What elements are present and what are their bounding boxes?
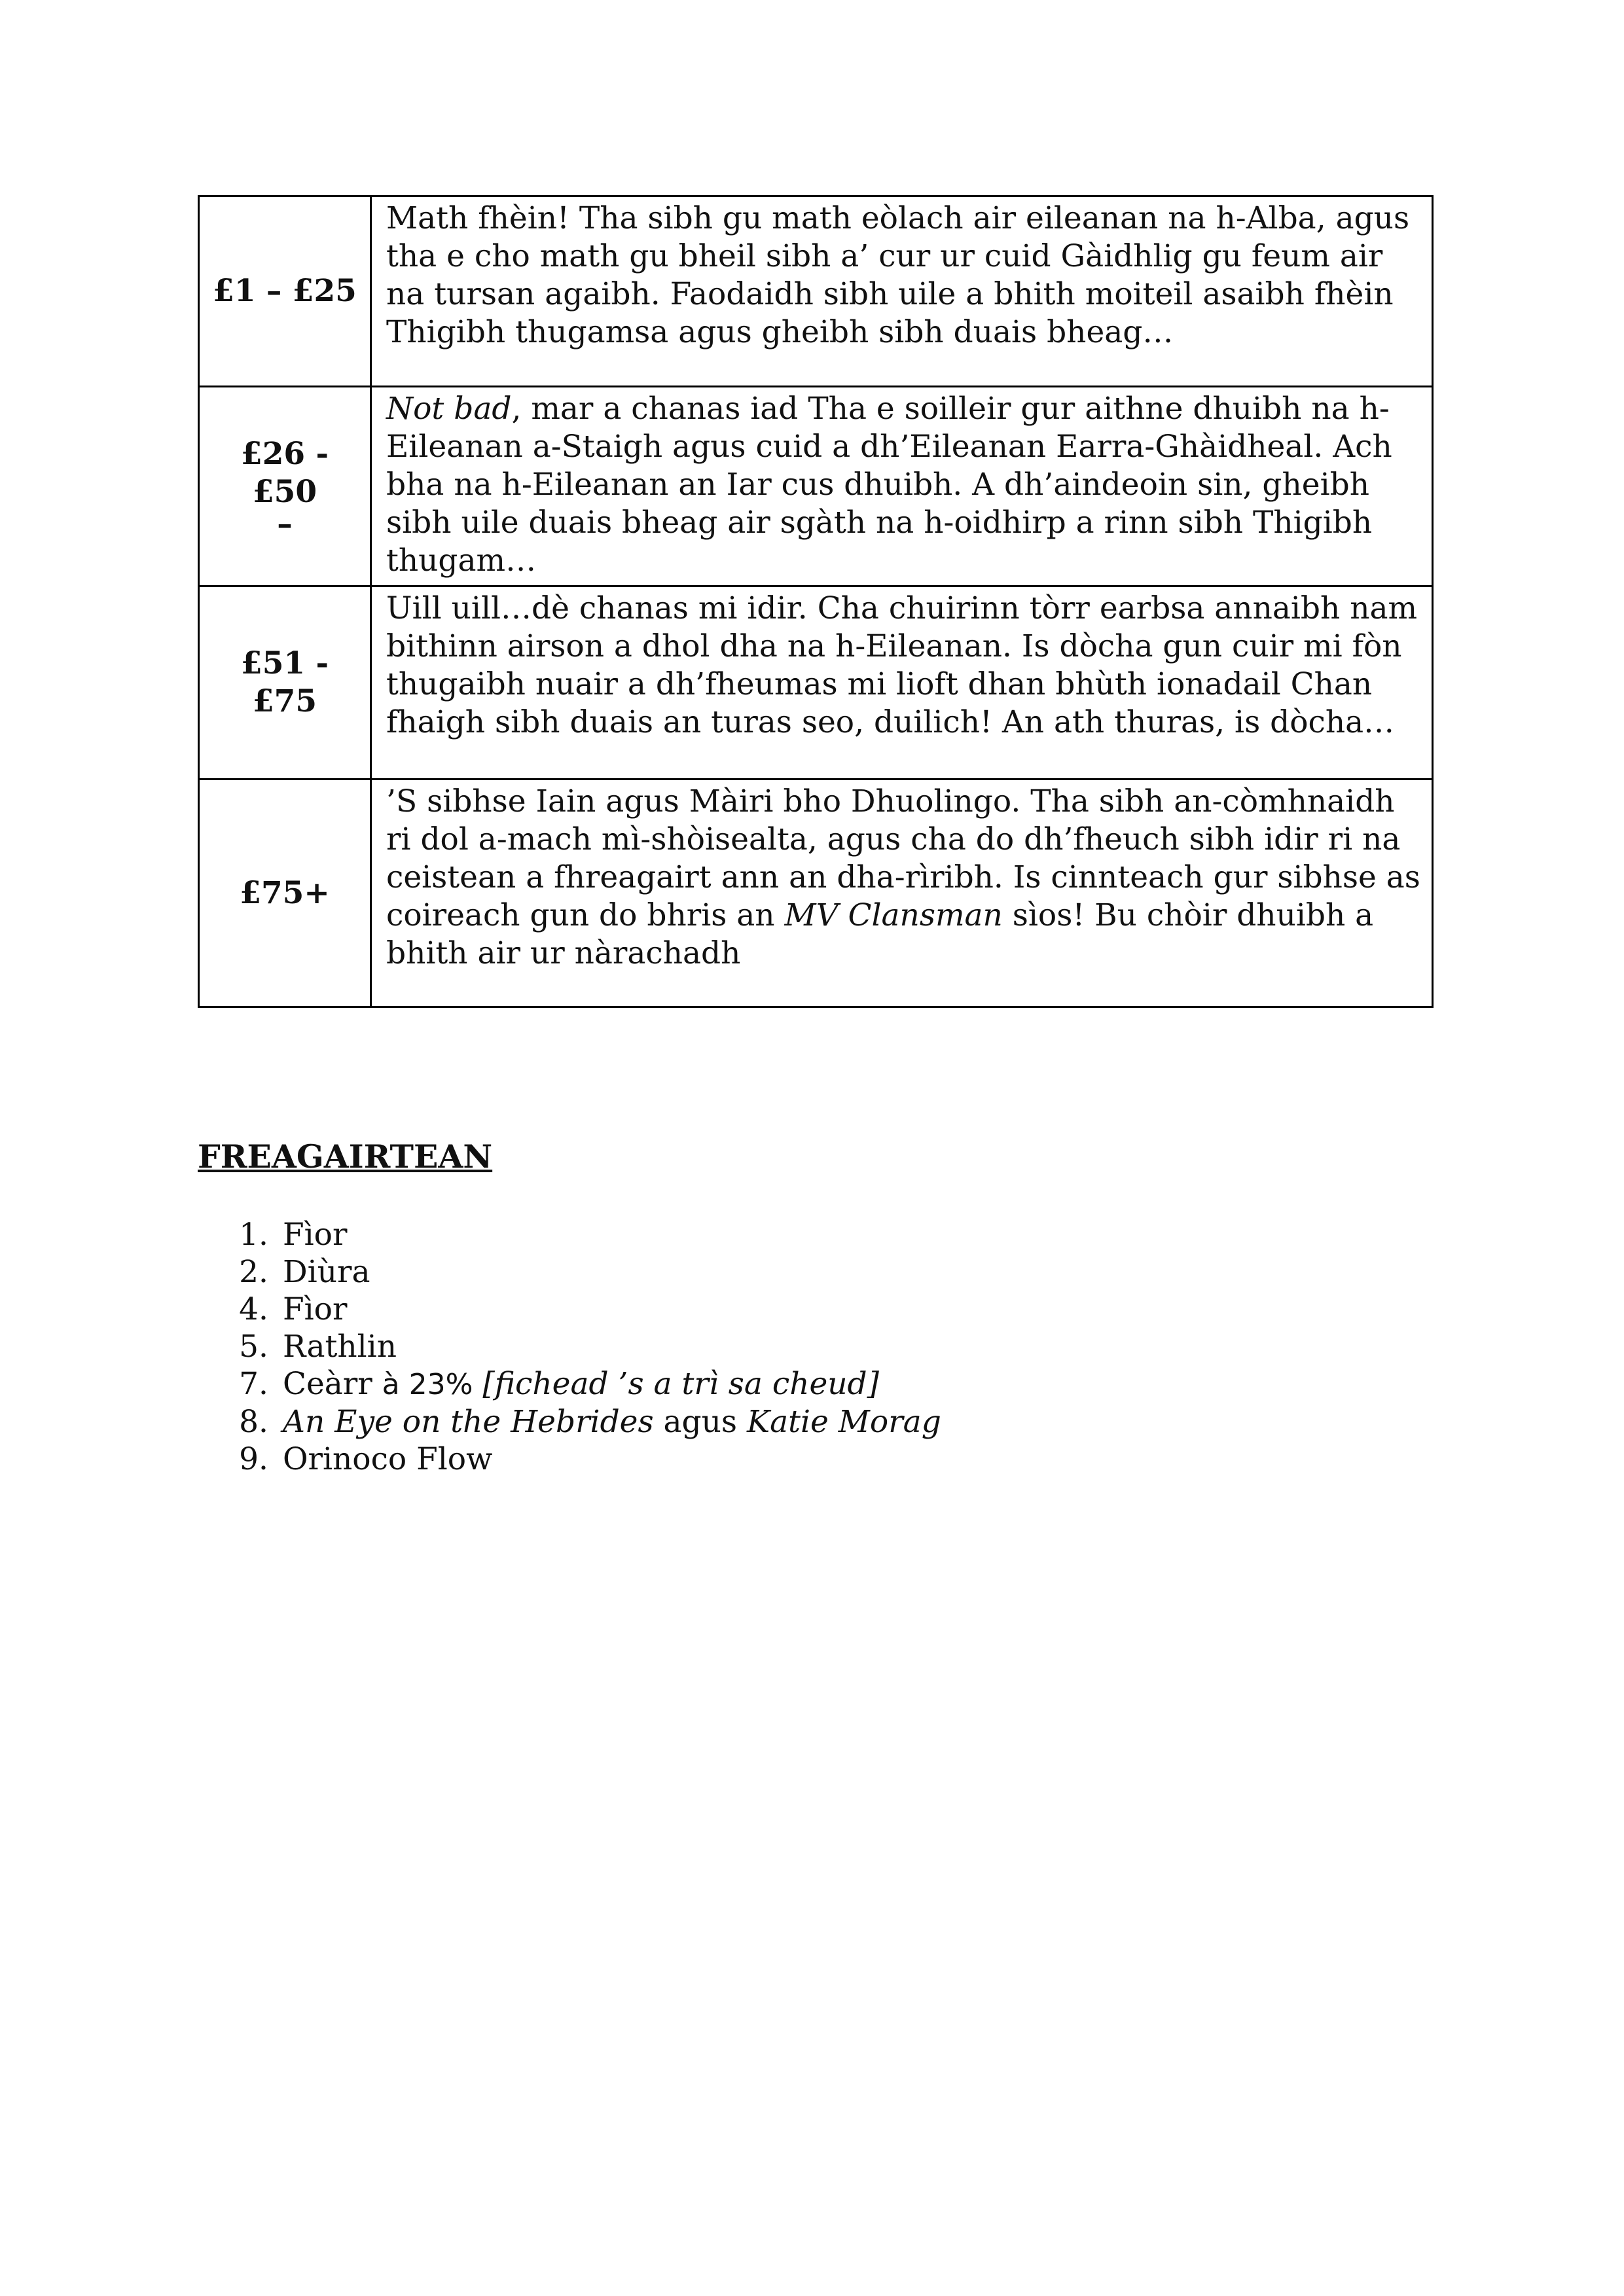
score-description: Math fhèin! Tha sibh gu math eòlach air eileanan na h-Alba, agus tha e cho math gu bheil sibh a’ cur ur cuid Gàidhlig gu feum air na tursan agaibh. Faodaidh sibh uile a bhith moiteil asaibh fhèin Thigibh thugamsa agus gheibh sibh duais bheag… xyxy=(371,196,1433,387)
score-range: £1 – £25 xyxy=(199,196,371,387)
answers-heading: FREAGAIRTEAN xyxy=(198,1138,493,1175)
table-row xyxy=(199,780,1433,1007)
list-item: 9. Orinoco Flow xyxy=(239,1441,493,1477)
score-description: Not bad, mar a chanas iad Tha e soilleir gur aithne dhuibh na h-Eileanan a-Staigh agus cuid a dh’Eileanan Earra-Ghàidheal. Ach bha na h-Eileanan an Iar cus dhuibh. A dh’aindeoin sin, gheibh sibh uile duais bheag air sgàth na h-oidhirp a rinn sibh Thigibh thugam… xyxy=(371,387,1433,586)
list-item: 2. Diùra xyxy=(239,1254,370,1290)
table-row xyxy=(199,586,1433,780)
table-row xyxy=(199,196,1433,387)
score-description: Uill uill…dè chanas mi idir. Cha chuirinn tòrr earbsa annaibh nam bithinn airson a dhol dha na h-Eileanan. Is dòcha gun cuir mi fòn thugaibh nuair a dh’fheumas mi lioft dhan bhùth ionadail Chan fhaigh sibh duais an turas seo, duilich! An ath thuras, is dòcha… xyxy=(371,586,1433,780)
score-range: £26 - £50 – xyxy=(199,387,371,586)
list-item: 5. Rathlin xyxy=(239,1329,397,1365)
score-description: ’S sibhse Iain agus Màiri bho Dhuolingo. Tha sibh an-còmhnaidh ri dol a-mach mì-shòisealta, agus cha do dh’fheuch sibh idir ri na ceistean a fhreagairt ann an dha-rìribh. Is cinnteach gur sibhse as coireach gun do bhris an MV Clansman sìos! Bu chòir dhuibh a bhith air ur nàrachadh xyxy=(371,780,1433,1007)
score-range: £75+ xyxy=(199,780,371,1007)
list-item: 7. Ceàrr à 23% [fichead ’s a trì sa cheud] xyxy=(239,1366,879,1402)
list-item: 4. Fìor xyxy=(239,1291,348,1327)
table-row xyxy=(199,387,1433,586)
score-range: £51 - £75 xyxy=(199,586,371,780)
list-item: 1. Fìor xyxy=(239,1217,348,1253)
answers-list xyxy=(239,1216,941,1478)
score-table xyxy=(198,195,1434,1008)
list-item: 8. An Eye on the Hebrides agus Katie Morag xyxy=(239,1404,941,1440)
